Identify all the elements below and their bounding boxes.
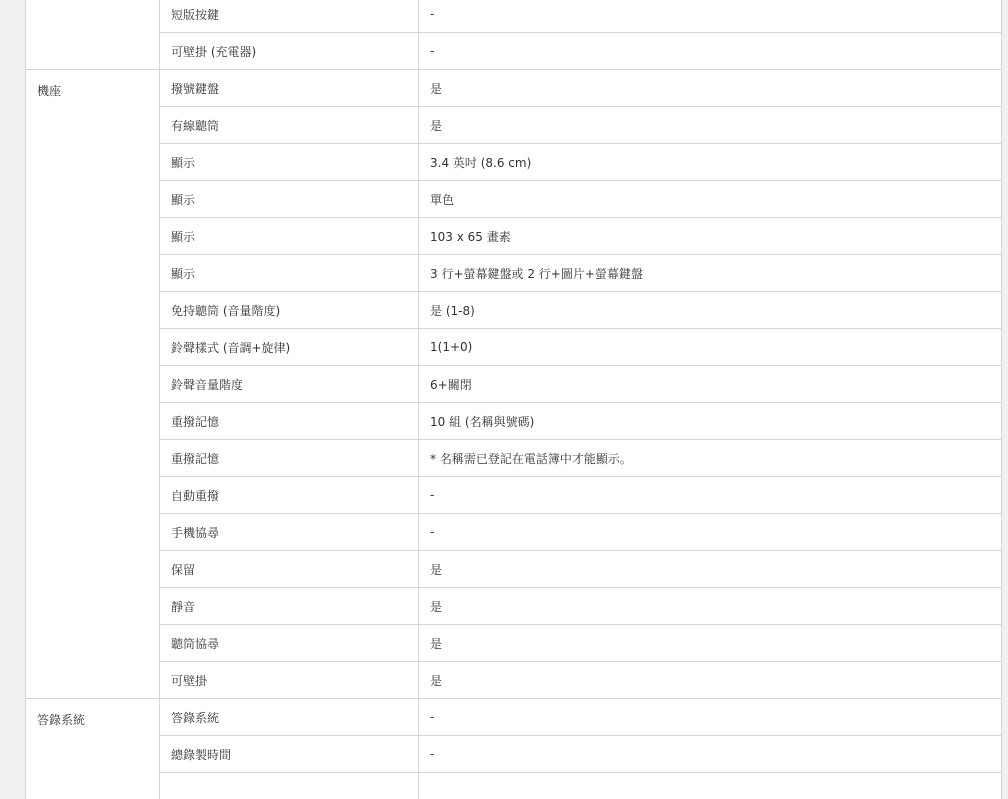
spec-value-cell: 是 (419, 662, 1002, 699)
spec-key-cell: 顯示 (160, 181, 419, 218)
spec-value-cell: 是 (419, 551, 1002, 588)
spec-key-cell: 顯示 (160, 144, 419, 181)
spec-key-cell: 撥號鍵盤 (160, 70, 419, 107)
category-cell: 機座 (26, 70, 160, 699)
table-row (26, 403, 1002, 440)
spec-key-cell: 重撥記憶 (160, 403, 419, 440)
spec-key-cell: 可壁掛 (充電器) (160, 33, 419, 70)
category-cell: 答錄系統 (26, 699, 160, 799)
spec-key-cell: 有線聽筒 (160, 107, 419, 144)
table-row (26, 144, 1002, 181)
spec-key-cell: 短版按鍵 (160, 0, 419, 33)
table-row (26, 662, 1002, 699)
spec-key-cell: 顯示 (160, 218, 419, 255)
table-row (26, 33, 1002, 70)
table-row (26, 736, 1002, 773)
table-row (26, 551, 1002, 588)
spec-table (25, 0, 1002, 799)
spec-key-cell: 免持聽筒 (音量階度) (160, 292, 419, 329)
spec-value-cell: 103 x 65 畫素 (419, 218, 1002, 255)
table-row (26, 218, 1002, 255)
spec-value-cell: 1(1+0) (419, 329, 1002, 366)
spec-key-cell: 鈴聲樣式 (音調+旋律) (160, 329, 419, 366)
spec-value-cell: 是 (419, 588, 1002, 625)
spec-value-cell: - (419, 514, 1002, 551)
spec-value-cell: 10 組 (名稱與號碼) (419, 403, 1002, 440)
spec-key-cell: 答錄系統 (160, 699, 419, 736)
spec-value-cell: * 名稱需已登記在電話簿中才能顯示。 (419, 440, 1002, 477)
table-row (26, 699, 1002, 736)
spec-key-cell: 可壁掛 (160, 662, 419, 699)
spec-value-cell: - (419, 699, 1002, 736)
table-row (26, 625, 1002, 662)
spec-value-cell: 單色 (419, 181, 1002, 218)
spec-value-cell: 是 (419, 70, 1002, 107)
spec-key-cell: 總錄製時間 (160, 736, 419, 773)
table-row (26, 329, 1002, 366)
spec-value-cell: 3 行+螢幕鍵盤或 2 行+圖片+螢幕鍵盤 (419, 255, 1002, 292)
table-row (26, 366, 1002, 403)
spec-key-cell: 重撥記憶 (160, 440, 419, 477)
table-row (26, 588, 1002, 625)
spec-key-cell: 手機協尋 (160, 514, 419, 551)
spec-value-cell: - (419, 736, 1002, 773)
category-cell (26, 0, 160, 70)
table-row (26, 773, 1002, 799)
spec-table-body (26, 0, 1002, 799)
spec-key-cell: 聽筒協尋 (160, 625, 419, 662)
spec-key-cell (160, 773, 419, 799)
table-row (26, 255, 1002, 292)
spec-key-cell: 顯示 (160, 255, 419, 292)
spec-value-cell: 6+關閉 (419, 366, 1002, 403)
table-row (26, 70, 1002, 107)
spec-value-cell: - (419, 33, 1002, 70)
table-row (26, 0, 1002, 33)
table-row (26, 477, 1002, 514)
spec-value-cell: 是 (419, 625, 1002, 662)
spec-value-cell: 是 (419, 107, 1002, 144)
spec-value-cell: 是 (1-8) (419, 292, 1002, 329)
table-row (26, 514, 1002, 551)
spec-key-cell: 靜音 (160, 588, 419, 625)
spec-value-cell: - (419, 0, 1002, 33)
spec-value-cell (419, 773, 1002, 799)
spec-key-cell: 鈴聲音量階度 (160, 366, 419, 403)
spec-value-cell: - (419, 477, 1002, 514)
spec-key-cell: 保留 (160, 551, 419, 588)
table-row (26, 440, 1002, 477)
table-row (26, 181, 1002, 218)
spec-key-cell: 自動重撥 (160, 477, 419, 514)
spec-value-cell: 3.4 英吋 (8.6 cm) (419, 144, 1002, 181)
table-row (26, 107, 1002, 144)
table-row (26, 292, 1002, 329)
